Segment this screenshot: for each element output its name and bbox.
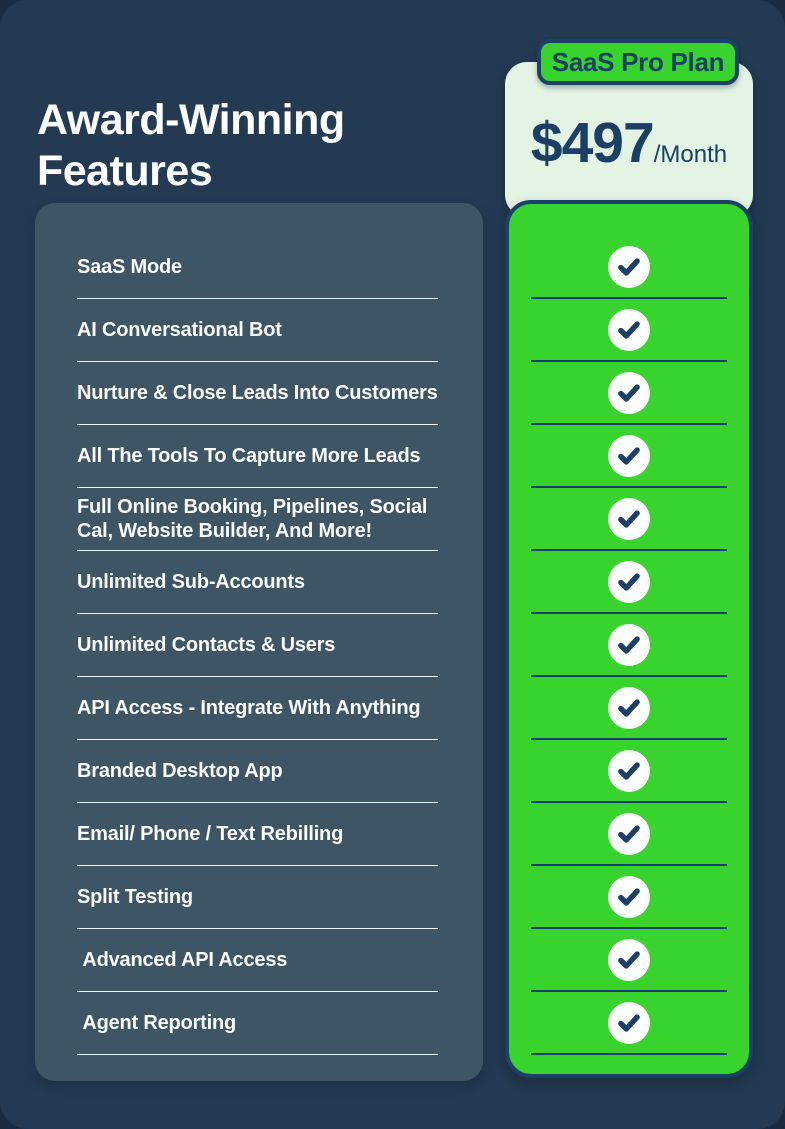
check-icon	[608, 750, 650, 792]
price-card	[505, 62, 753, 217]
check-row	[531, 425, 727, 488]
feature-label: SaaS Mode	[77, 256, 182, 278]
feature-label: Split Testing	[77, 886, 193, 908]
check-row	[531, 299, 727, 362]
features-panel	[35, 203, 483, 1081]
feature-label: Branded Desktop App	[77, 760, 283, 782]
feature-label: Advanced API Access	[77, 949, 288, 971]
feature-label: Full Online Booking, Pipelines, Social Cal, Website Builder, And More!	[77, 496, 433, 542]
check-icon	[608, 309, 650, 351]
feature-row	[77, 992, 438, 1055]
feature-label: Email/ Phone / Text Rebilling	[77, 823, 344, 845]
check-row	[531, 740, 727, 803]
plan-badge-label: SaaS Pro Plan	[551, 46, 725, 77]
check-row	[531, 488, 727, 551]
price-period: /Month	[653, 141, 728, 168]
feature-label: Unlimited Sub-Accounts	[77, 571, 305, 593]
feature-label: Nurture & Close Leads Into Customers	[77, 382, 438, 404]
check-icon	[608, 939, 650, 981]
feature-row	[77, 740, 438, 803]
feature-row	[77, 614, 438, 677]
check-icon	[608, 435, 650, 477]
feature-row	[77, 929, 438, 992]
check-row	[531, 551, 727, 614]
page-title: Award-Winning Features	[37, 95, 345, 195]
feature-label: Agent Reporting	[77, 1012, 237, 1034]
feature-row	[77, 551, 438, 614]
feature-row	[77, 299, 438, 362]
feature-row	[77, 236, 438, 299]
check-row	[531, 929, 727, 992]
check-icon	[608, 687, 650, 729]
check-icon	[608, 372, 650, 414]
check-row	[531, 677, 727, 740]
check-icon	[608, 1002, 650, 1044]
feature-label: API Access - Integrate With Anything	[77, 697, 421, 719]
check-icon	[608, 876, 650, 918]
feature-row	[77, 488, 438, 551]
feature-row	[77, 425, 438, 488]
feature-row	[77, 677, 438, 740]
checks-column	[505, 200, 753, 1078]
check-icon	[608, 246, 650, 288]
price-line	[505, 110, 753, 176]
check-icon	[608, 624, 650, 666]
feature-label: All The Tools To Capture More Leads	[77, 445, 421, 467]
price-amount: $497	[530, 111, 654, 175]
check-row	[531, 803, 727, 866]
plan-badge	[537, 39, 739, 85]
check-row	[531, 362, 727, 425]
feature-row	[77, 803, 438, 866]
check-row	[531, 866, 727, 929]
feature-row	[77, 866, 438, 929]
check-row	[531, 992, 727, 1055]
check-row	[531, 614, 727, 677]
check-icon	[608, 561, 650, 603]
feature-label: AI Conversational Bot	[77, 319, 282, 341]
check-icon	[608, 498, 650, 540]
check-icon	[608, 813, 650, 855]
check-row	[531, 236, 727, 299]
feature-row	[77, 362, 438, 425]
feature-label: Unlimited Contacts & Users	[77, 634, 336, 656]
